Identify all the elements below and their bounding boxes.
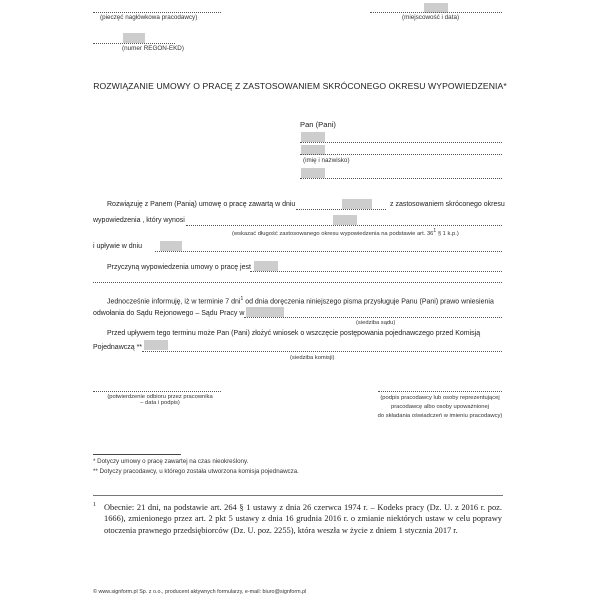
footnote-mark: 1 (93, 502, 96, 508)
expiry-date-field[interactable] (160, 241, 182, 251)
addressee-salutation: Pan (Pani) (300, 120, 336, 129)
notes-divider (93, 454, 181, 455)
p3-text-a: Jednocześnie informuję, iż w terminie 7 dni$^1$ od dnia doręczenia niniejszego pisma przysługuje Panu (Pani) prawo wniesienia (107, 296, 494, 306)
employee-signature-caption: (potwierdzenie odbioru przez pracownika – data i podpis) (107, 394, 213, 406)
p1-text-d: i upływie w dniu (93, 243, 143, 250)
expiry-date-line (155, 251, 502, 252)
court-seat-line (244, 317, 502, 318)
footnote-divider (93, 495, 503, 496)
p3-text-c: odwołania do Sądu Rejonowego – Sądu Pracy w (93, 310, 245, 317)
contract-date-field[interactable] (342, 199, 372, 209)
court-seat-field[interactable] (246, 307, 284, 317)
regon-field[interactable] (123, 33, 145, 43)
addressee-line-1 (300, 142, 502, 143)
court-seat-caption: (siedziba sądu) (356, 320, 396, 326)
employee-signature-line[interactable] (93, 391, 221, 392)
reason-field[interactable] (254, 261, 278, 271)
addressee-name-caption: (imię i nazwisko) (303, 157, 350, 164)
addressee-line-2 (300, 154, 502, 155)
regon-line (93, 43, 175, 44)
employer-signature-line[interactable] (378, 391, 502, 392)
page-footer: © www.signform.pl Sp. z o.o., producent aktywnych formularzy, e-mail: biuro@signform.pl (93, 589, 307, 595)
contract-date-line (296, 209, 386, 210)
note-star-2: ** Dotyczy pracodawcy, u którego została utworzona komisja pojednawcza. (93, 468, 299, 475)
p1-text-b: z zastosowaniem skróconego okresu (390, 201, 505, 208)
note-star-1: * Dotyczy umowy o pracę zawartej na czas nieokreślony. (93, 458, 249, 465)
reason-line (250, 271, 502, 272)
p4-text-a: Przed upływem tego terminu może Pan (Pani) złożyć wniosek o wszczęcie postępowania pojednawczego przed Komisją (107, 330, 481, 337)
place-date-line (370, 12, 502, 13)
notice-period-field[interactable] (333, 215, 357, 225)
p4-text-b: Pojednawczą ** (93, 344, 143, 351)
addressee-address-field[interactable] (301, 168, 325, 178)
employer-signature-caption: (podpis pracodawcy lub osoby reprezentującej pracodawcę albo osoby upoważnionej do składania oświadczeń w imieniu pracodawcy) (377, 395, 503, 419)
regon-caption: (numer REGON-EKD) (122, 45, 184, 52)
employer-stamp-line[interactable] (93, 12, 221, 13)
addressee-name-field-1[interactable] (301, 132, 325, 142)
commission-seat-caption: (siedziba komisji) (290, 355, 335, 361)
place-date-caption: (miejscowość i data) (402, 14, 460, 21)
commission-seat-line (142, 351, 502, 352)
notice-period-caption: (wskazać długość zastosowanego okresu wypowiedzenia na podstawie art. 361 § 1 k.p.) (232, 228, 459, 237)
notice-period-line (186, 225, 502, 226)
document-title: ROZWIĄZANIE UMOWY O PRACĘ Z ZASTOSOWANIEM SKRÓCONEGO OKRESU WYPOWIEDZENIA* (93, 81, 507, 91)
employer-stamp-caption: (pieczęć nagłówkowa pracodawcy) (100, 14, 198, 21)
p1-text-a: Rozwiązuję z Panem (Panią) umowę o pracę zawartą w dniu (107, 201, 296, 208)
reason-line-2[interactable] (93, 282, 502, 283)
p1-text-c: wypowiedzenia , który wynosi (93, 217, 185, 224)
addressee-line-3 (300, 178, 502, 179)
commission-seat-field[interactable] (144, 340, 168, 350)
footnote-text: Obecnie: 21 dni, na podstawie art. 264 § 1 ustawy z dnia 26 czerwca 1974 r. – Kodeks pracy (Dz. U. z 2016 r. poz. 1666), zmienionego przez art. 2 pkt 5 ustawy z dnia 16 grudnia 2016 r. o zmianie niektórych ustaw w celu poprawy otoczenia prawnego przedsiębiorców (Dz. U. poz. 2255), która weszła w życie z dniem 1 stycznia 2017 r. (104, 503, 502, 535)
p2-text: Przyczyną wypowiedzenia umowy o pracę jest (107, 264, 251, 271)
